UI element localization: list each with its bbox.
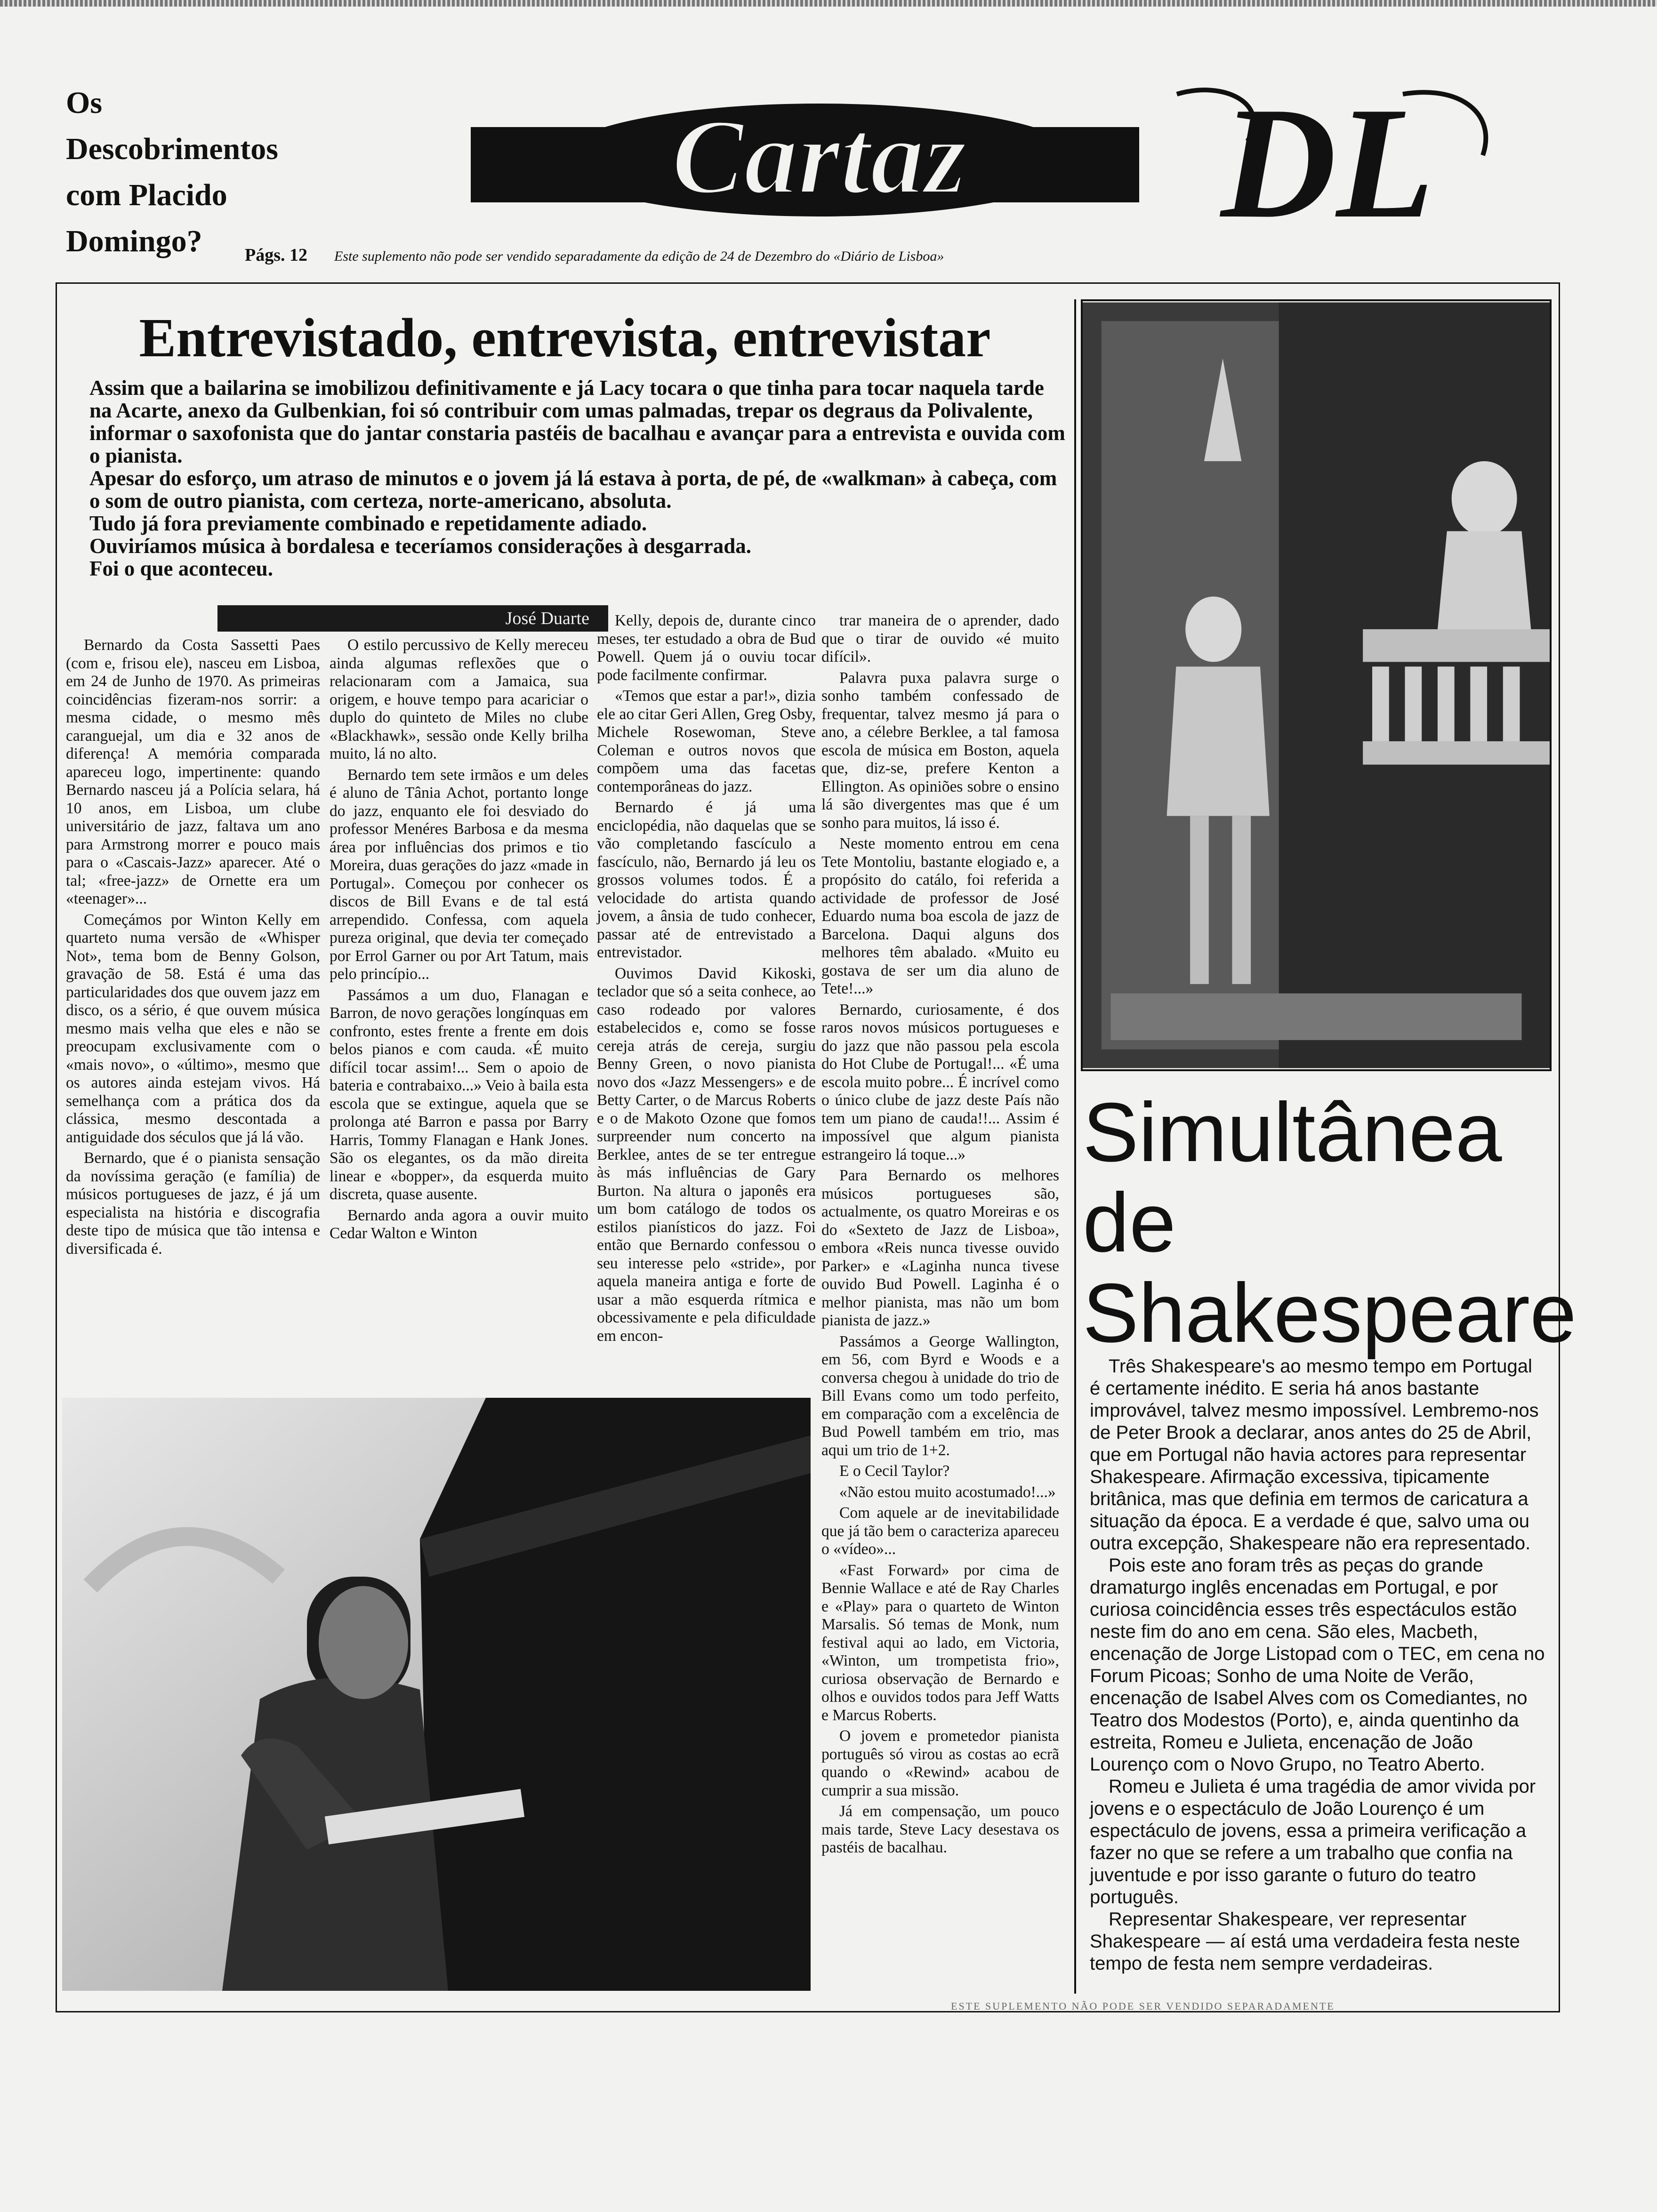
article-column-2 — [330, 636, 588, 1246]
column-divider — [1074, 299, 1076, 1994]
promo-teaser — [66, 80, 348, 264]
pianist-photo — [62, 1398, 811, 1991]
scan-footer-strip: ESTE SUPLEMENTO NÃO PODE SER VENDIDO SEPARADAMENTE — [951, 2000, 1335, 2012]
lead-paragraph: Apesar do esforço, um atraso de minutos e o jovem já lá estava à porta, de pé, de «walkman» à cabeça, com o som de outro pianista, com certeza, norte-americano, absoluta. — [89, 466, 1057, 513]
body-paragraph: Já em compensação, um pouco mais tarde, Steve Lacy desestava os pastéis de bacalhau. — [821, 1803, 1059, 1856]
supplement-note: Este suplemento não pode ser vendido separadamente da edição de 24 de Dezembro do «Diário de Lisboa» — [334, 248, 944, 264]
lead-paragraph: Ouviríamos música à bordalesa e teceríamos considerações à desgarrada. — [89, 534, 752, 558]
masthead-initials: DL — [1221, 75, 1434, 231]
masthead-logo — [471, 75, 1563, 231]
article-lead — [89, 377, 1069, 580]
sidebar-body — [1090, 1355, 1546, 1975]
lead-paragraph: Tudo já fora previamente combinado e repetidamente adiado. — [89, 512, 647, 535]
body-paragraph: Bernardo, que é o pianista sensação da novíssima geração (e família) de músicos portugueses de jazz, é já um especialista na história e discografia deste tipo de música que tão intensa e diversificada é. — [66, 1149, 320, 1258]
body-paragraph: Com aquele ar de inevitabilidade que já tão bem o caracteriza apareceu o «vídeo»... — [821, 1504, 1059, 1558]
promo-line: Os — [66, 86, 103, 120]
body-paragraph: Bernardo é já uma enciclopédia, não daquelas que se vão completando fascículo a fascículo, não, Bernardo já leu os grossos volumes todos. É a velocidade do artista quando jovem, a ânsia de tudo conhecer, passar até de entrevistado a entrevistador. — [597, 799, 816, 961]
body-paragraph: Bernardo tem sete irmãos e um deles é aluno de Tânia Achot, portanto longe do jazz, enquanto ele foi desviado do professor Menéres Barbosa e da mesma área por influências dos primos e tio Moreira, duas gerações do jazz «made in Portugal». Começou por conhecer os discos de Bill Evans e de tal está arrependido. Confessa, com aquela pureza original, que devia ter começado por Errol Garner ou por Art Tatum, mais pelo princípio... — [330, 766, 588, 983]
body-paragraph: Palavra puxa palavra surge o sonho também confessado de frequentar, talvez mesmo já para o ano, a célebre Berklee, a tal famosa escola de música em Boston, aquela que, diz-se, prefere Kenton a Ellington. As opiniões sobre o ensino lá são divergentes mas que é um sonho para muitos, lá isso é. — [821, 669, 1059, 832]
romeo-juliet-engraving — [1081, 299, 1552, 1071]
page-reference: Págs. 12 — [245, 245, 307, 265]
body-paragraph: Ouvimos David Kikoski, teclador que só a seita conhece, ao caso rodeado por valores estabelecidos e, como se fosse cereja atrás de cereja, surgiu Benny Green, o novo pianista novo dos «Jazz Messengers» e de Betty Carter, o de Marcus Roberts e o de Makoto Ozone que fomos surpreender num concerto na Berklee, antes de se ter entregue às más influências de Gary Burton. Na altura o japonês era um bom catálogo de todos os estilos pianísticos do jazz. Foi então que Bernardo confessou o seu interesse pelo «stride», por aquela maneira antiga e forte de usar a mão esquerda rítmica e obcessivamente e pela dificuldade em encon- — [597, 964, 816, 1345]
sidebar-headline-line: Simultânea — [1083, 1085, 1502, 1179]
sidebar-headline-line: de — [1083, 1176, 1176, 1269]
body-paragraph: O jovem e prometedor pianista português só virou as costas ao ecrã quando o «Rewind» acabou de cumprir a sua missão. — [821, 1727, 1059, 1799]
body-paragraph: «Temos que estar a par!», dizia ele ao citar Geri Allen, Greg Osby, Michele Rosewoman, Steve Coleman e outros novos que compõem uma das facetas contemporâneas do jazz. — [597, 687, 816, 795]
promo-line: com Placido — [66, 178, 227, 212]
body-paragraph: Começámos por Winton Kelly em quarteto numa versão de «Whisper Not», tema bom de Benny Golson, gravação de 58. Está é uma das particularidades dos que ouvem jazz em disco, os a sério, é que ouvem música mesmo mais velha que eles e não se preocupam exclusivamente com o «mais novo», o «último», mesmo que os autores ainda estejam vivos. Há semelhança com a prática dos da clássica, mesmo descontada a antiguidade dos séculos que já lá vão. — [66, 911, 320, 1146]
body-paragraph: O estilo percussivo de Kelly mereceu ainda algumas reflexões que o relacionaram com a Jamaica, sua origem, e houve tempo para acariciar o duplo do quinteto de Miles no clube «Blackhawk», sessão onde Kelly brilha muito, lá no alto. — [330, 636, 588, 762]
article-column-1 — [66, 636, 320, 1261]
promo-line: Descobrimentos — [66, 132, 278, 166]
body-paragraph: Passámos a um duo, Flanagan e Barron, de novo gerações longínquas em confronto, estes frente a frente em dois belos pianos e com cauda. «É muito difícil tocar assim!... Sem o apoio de bateria e contrabaixo...» Veio à baila esta escola que se extingue, aquela que se prolonga até Barron e passa por Barry Harris, Tommy Flanagan e Hank Jones. São os elegantes, os da mão direita linear e «bopper», da esquerda muito discreta, quase ausente. — [330, 986, 588, 1203]
article-headline: Entrevistado, entrevista, entrevistar — [139, 307, 991, 369]
scan-edge — [0, 0, 1657, 7]
body-paragraph: Kelly, depois de, durante cinco meses, ter estudado a obra de Bud Powell. Quem já o ouviu tocar pode facilmente confirmar. — [597, 612, 816, 684]
lead-paragraph: Assim que a bailarina se imobilizou definitivamente e já Lacy tocara o que tinha para tocar naquela tarde na Acarte, anexo da Gulbenkian, foi só contribuir com umas palmadas, trepar os degraus da Polivalente, informar o saxofonista que do jantar constaria pastéis de bacalhau e avançar para a entrevista e ouvida com o pianista. — [89, 376, 1065, 467]
promo-line: Domingo? — [66, 224, 202, 258]
sidebar-headline — [1083, 1085, 1577, 1360]
sidebar-paragraph: Romeu e Julieta é uma tragédia de amor vivida por jovens e o espectáculo de João Lourenço é um espectáculo de jovens, essa a primeira verificação a fazer no que se refere a um trabalho que confia na juventude e por isso garante o futuro do teatro português. — [1090, 1776, 1536, 1907]
body-paragraph: trar maneira de o aprender, dado que o tirar de ouvido «é muito difícil». — [821, 612, 1059, 665]
body-paragraph: Bernardo anda agora a ouvir muito Cedar Walton e Winton — [330, 1206, 588, 1242]
article-column-3 — [597, 612, 816, 1348]
masthead-title: Cartaz — [671, 96, 967, 216]
article-column-4 — [821, 612, 1059, 1860]
sidebar-paragraph: Representar Shakespeare, ver representar Shakespeare — aí está uma verdadeira festa neste tempo de festa nem sempre verdadeiras. — [1090, 1909, 1520, 1974]
sidebar-paragraph: Três Shakespeare's ao mesmo tempo em Portugal é certamente inédito. E seria há anos bastante improvável, talvez mesmo impossível. Lembremo-nos de Peter Brook a declarar, anos antes do 25 de Abril, que em Portugal não havia actores para representar Shakespeare. Afirmação excessiva, tipicamente britânica, mas que definia em termos de caricatura a situação da época. E a verdade é que, salvo uma ou outra excepção, Shakespeare não era representado. — [1090, 1356, 1539, 1554]
body-paragraph: «Fast Forward» por cima de Bennie Wallace e até de Ray Charles e «Play» para o quarteto de Winton Marsalis. Só temas de Monk, num festival aqui ao lado, em Victoria, «Winton, um trompetista frio», curiosa observação de Bernardo e olhos e ouvidos todos para Jeff Watts e Marcus Roberts. — [821, 1561, 1059, 1724]
body-paragraph: E o Cecil Taylor? — [839, 1462, 950, 1480]
sidebar-headline-line: Shakespeare — [1083, 1266, 1577, 1360]
lead-paragraph: Foi o que aconteceu. — [89, 557, 273, 580]
body-paragraph: Para Bernardo os melhores músicos portugueses são, actualmente, os quatro Moreiras e os do «Sexteto de Jazz de Lisboa», embora «Reis nunca tivesse ouvido Parker» e «Laginha nunca tivese ouvido Bud Powell. Laginha é o melhor pianista, mas não um bom pianista de jazz.» — [821, 1167, 1059, 1329]
sidebar-paragraph: Pois este ano foram três as peças do grande dramaturgo inglês encenadas em Portugal, e por curiosa coincidência esses três espectáculos estão neste fim do ano em cena. São eles, Macbeth, encenação de Jorge Listopad com o TEC, em cena no Forum Picoas; Sonho de uma Noite de Verão, encenação de Isabel Alves com os Comediantes, no Teatro dos Modestos (Porto), e, ainda quentinho da estreita, Romeu e Julieta, encenação de João Lourenço com o Novo Grupo, no Teatro Aberto. — [1090, 1555, 1545, 1775]
body-paragraph: Bernardo, curiosamente, é dos raros novos músicos portugueses e do jazz que não passou pela escola do Hot Clube de Portugal!... «É uma escola muito pobre... É incrível como o único clube de jazz deste País não tem um piano de cauda!!... Assim é impossível que algum pianista estrangeiro lá toque...» — [821, 1001, 1059, 1163]
body-paragraph: Passámos a George Wallington, em 56, com Byrd e Woods e a conversa chegou à unidade do trio de Bill Evans como um todo perfeito, em comparação com a excelência de Bud Powell também em trio, mas aqui um trio de 1+2. — [821, 1332, 1059, 1459]
author-byline: José Duarte — [217, 605, 608, 632]
body-paragraph: Bernardo da Costa Sassetti Paes (com e, frisou ele), nasceu em Lisboa, em 24 de Junho de 1970. As primeiras coincidências fizeram-nos sorrir: a mesma cidade, o mesmo mês caranguejal, um dia e 32 anos de diferença! A memória comparada apareceu logo, impertinente: quando Bernardo nasceu já a Polícia selara, há 10 anos, em Lisboa, um clube universitário de jazz, faltava um ano para Armstrong morrer e pouco mais para o «Cascais-Jazz» aparecer. Até o tal; «free-jazz» de Ornette era um «teenager»... — [66, 636, 320, 907]
body-paragraph: «Não estou muito acostumado!...» — [839, 1483, 1056, 1501]
body-paragraph: Neste momento entrou em cena Tete Montoliu, bastante elogiado e, a propósito do catálo, foi referida a actividade de professor de José Eduardo numa boa escola de jazz de Barcelona. Daqui alguns dos melhores têm abalado. «Muito eu gostava de ser um dia aluno de Tete!...» — [821, 835, 1059, 997]
